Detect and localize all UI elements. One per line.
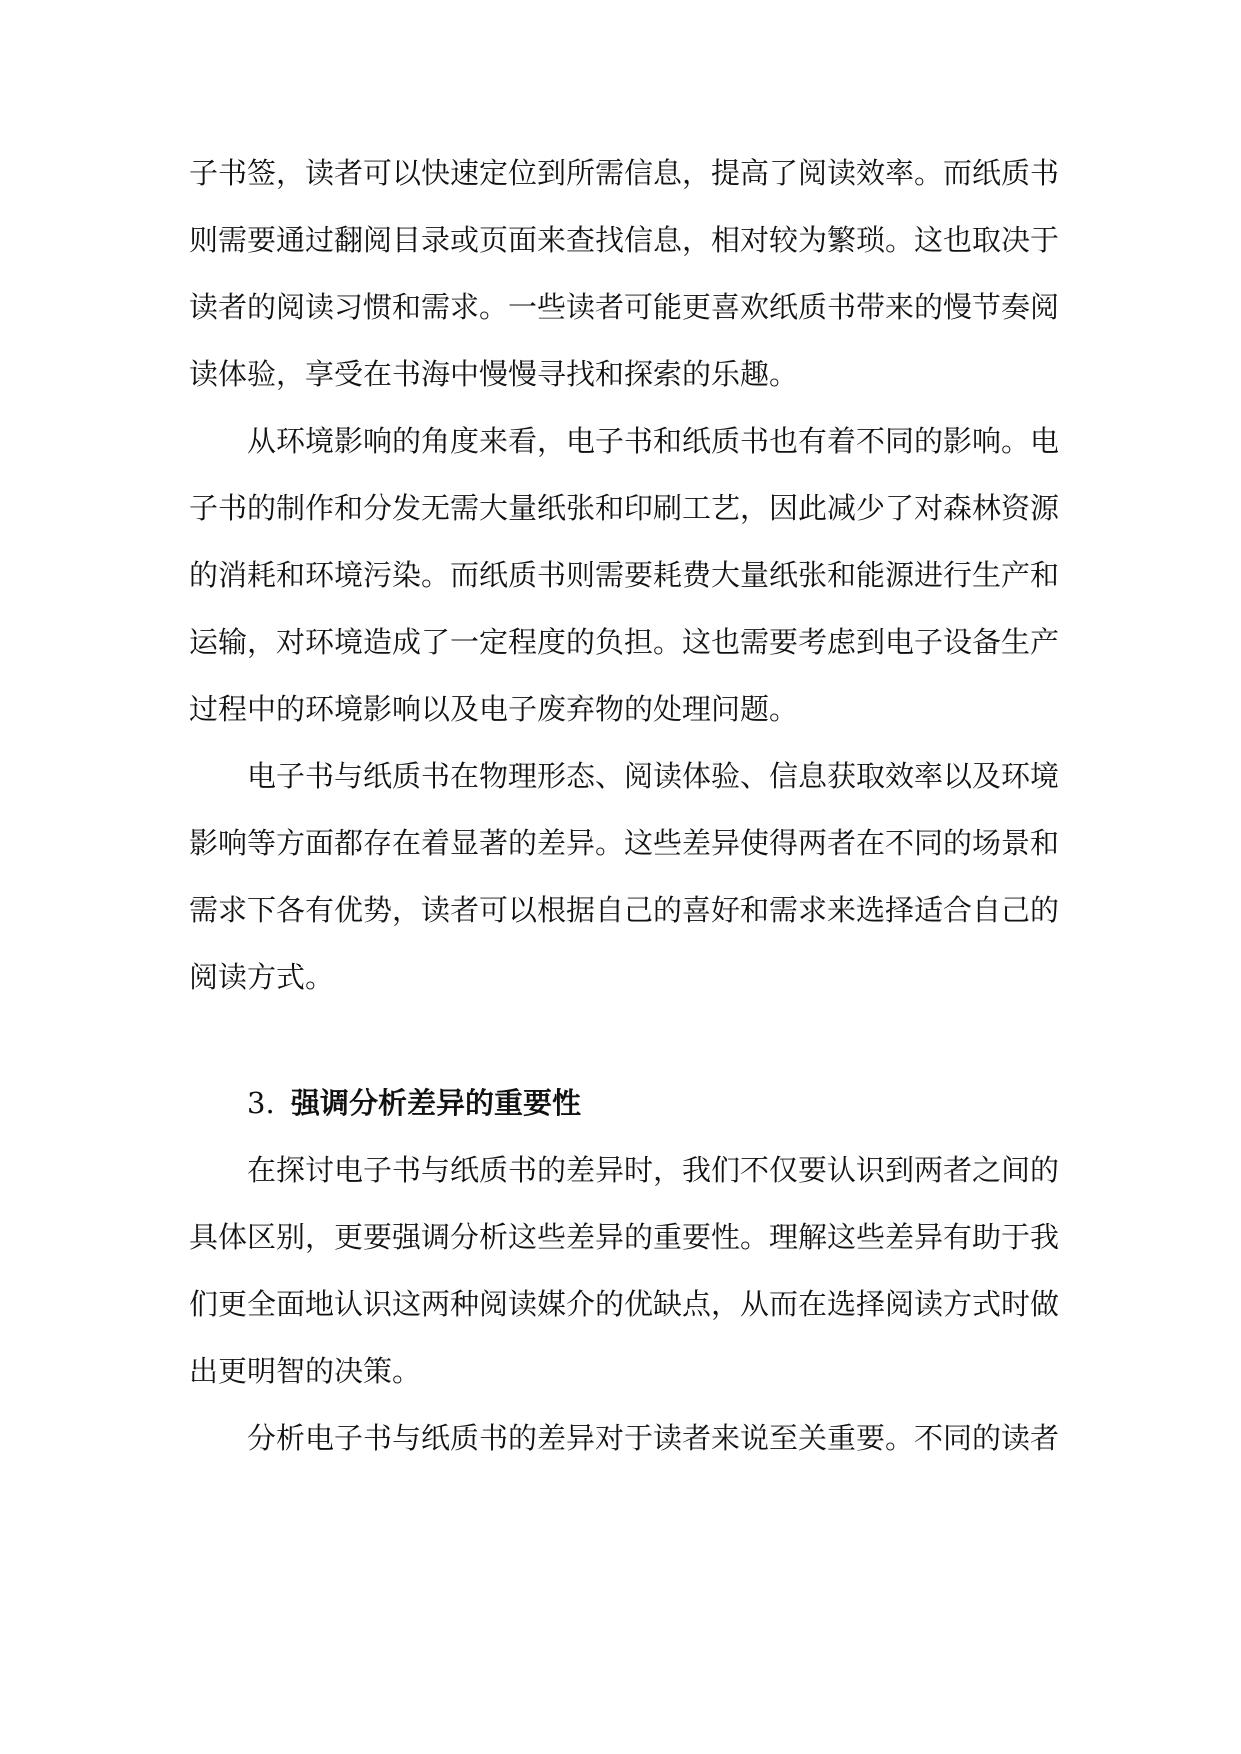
paragraph-3 — [189, 743, 1060, 1011]
text-line: 子书签，读者可以快速定位到所需信息，提高了阅读效率。而纸质书 — [189, 156, 1060, 190]
text-line: 出更明智的决策。 — [189, 1354, 422, 1388]
text-line: 需求下各有优势，读者可以根据自己的喜好和需求来选择适合自己的 — [189, 893, 1060, 927]
text-line: 们更全面地认识这两种阅读媒介的优缺点，从而在选择阅读方式时做 — [189, 1287, 1060, 1321]
text-line: 的消耗和环境污染。而纸质书则需要耗费大量纸张和能源进行生产和 — [189, 558, 1060, 592]
text-line: 读者的阅读习惯和需求。一些读者可能更喜欢纸质书带来的慢节奏阅 — [189, 290, 1060, 324]
text-line: 阅读方式。 — [189, 960, 335, 994]
paragraph-1 — [189, 140, 1060, 408]
section-paragraph-2 — [189, 1405, 1060, 1472]
text-line: 过程中的环境影响以及电子废弃物的处理问题。 — [189, 692, 799, 726]
text-line: 则需要通过翻阅目录或页面来查找信息，相对较为繁琐。这也取决于 — [189, 223, 1060, 257]
text-line: 子书的制作和分发无需大量纸张和印刷工艺，因此减少了对森林资源 — [189, 491, 1060, 525]
text-line: 在探讨电子书与纸质书的差异时，我们不仅要认识到两者之间的 — [247, 1153, 1060, 1187]
text-line: 运输，对环境造成了一定程度的负担。这也需要考虑到电子设备生产 — [189, 625, 1060, 659]
text-line: 从环境影响的角度来看，电子书和纸质书也有着不同的影响。电 — [247, 424, 1060, 458]
text-line: 分析电子书与纸质书的差异对于读者来说至关重要。不同的读者 — [247, 1421, 1060, 1455]
document-page — [189, 140, 1060, 1472]
text-line: 电子书与纸质书在物理形态、阅读体验、信息获取效率以及环境 — [247, 759, 1060, 793]
paragraph-2 — [189, 408, 1060, 743]
section-number: 3. — [247, 1086, 275, 1120]
section-title: 强调分析差异的重要性 — [291, 1086, 582, 1120]
text-line: 读体验，享受在书海中慢慢寻找和探索的乐趣。 — [189, 357, 799, 391]
section-heading — [189, 1070, 1051, 1137]
section-paragraph-1 — [189, 1137, 1060, 1405]
text-line: 影响等方面都存在着显著的差异。这些差异使得两者在不同的场景和 — [189, 826, 1060, 860]
text-line: 具体区别，更要强调分析这些差异的重要性。理解这些差异有助于我 — [189, 1220, 1060, 1254]
